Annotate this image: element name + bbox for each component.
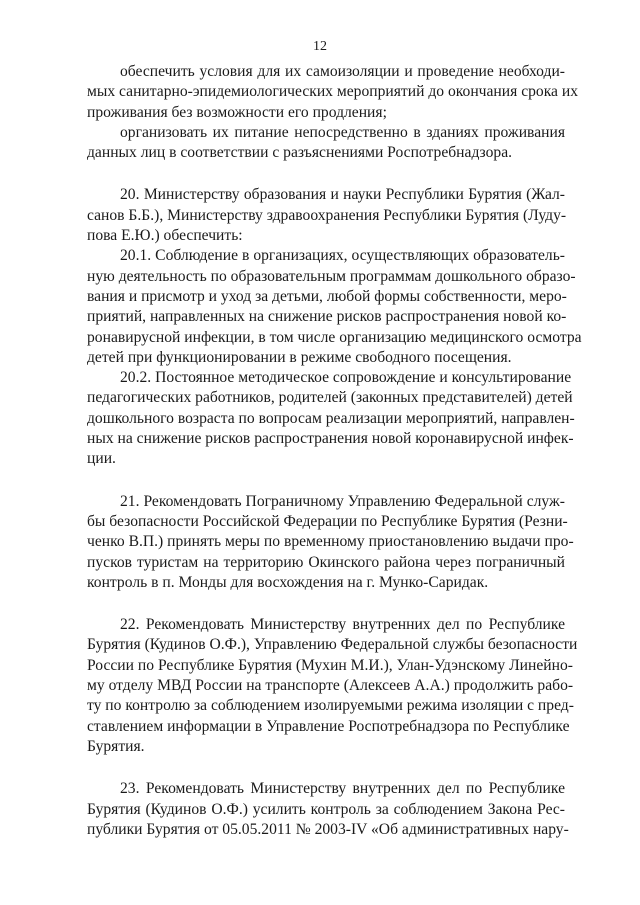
text-line: ронавирусной инфекции, в том числе организацию медицинского осмотра	[87, 328, 582, 346]
text-line: ставлением информации в Управление Роспотребнадзора по Республике	[87, 717, 570, 735]
text-line: мых санитарно-эпидемиологических мероприятий до окончания срока их	[87, 83, 579, 101]
text-line: ту по контролю за соблюдением изолируемыми режима изоляции с пред-	[87, 697, 574, 715]
text-line: Бурятия (Кудинов О.Ф.) усилить контроль за соблюдением Закона Рес-	[87, 800, 565, 818]
text-line: ции.	[87, 450, 116, 468]
text-line: организовать их питание непосредственно в зданиях проживания	[120, 123, 565, 141]
text-line: 20.1. Соблюдение в организациях, осуществляющих образователь-	[120, 247, 565, 265]
text-line: бы безопасности Российской Федерации по Республике Бурятия (Резни-	[87, 512, 568, 530]
text-line: 20. Министерству образования и науки Республики Бурятия (Жал-	[120, 186, 565, 204]
paragraph-gap	[87, 163, 565, 185]
text-line: педагогических работников, родителей (законных представителей) детей	[87, 389, 573, 407]
text-line: контроль в п. Монды для восхождения на г. Мунко-Саридак.	[87, 573, 489, 591]
document-body	[87, 62, 582, 840]
text-line: Бурятия.	[87, 737, 145, 755]
text-line: 22. Рекомендовать Министерству внутренних дел по Республике	[120, 616, 565, 634]
text-line: обеспечить условия для их самоизоляции и проведение необходи-	[120, 63, 565, 80]
page-number: 12	[313, 39, 327, 54]
text-line: публики Бурятия от 05.05.2011 № 2003-IV «Об административных нару-	[87, 820, 569, 838]
text-line: вания и присмотр и уход за детьми, любой формы собственности, меро-	[87, 287, 567, 305]
paragraph-gap	[87, 593, 565, 615]
text-line: России по Республике Бурятия (Мухин М.И.), Улан-Удэнскому Линейно-	[87, 656, 573, 674]
paragraph-gap	[87, 757, 565, 779]
text-line: приятий, направленных на снижение рисков распространения новой ко-	[87, 308, 567, 326]
text-line: Бурятия (Кудинов О.Ф.), Управлению Федеральной службы безопасности	[87, 636, 578, 654]
text-line: данных лиц в соответствии с разъяснениями Роспотребнадзора.	[87, 144, 513, 162]
text-line: детей при функционировании в режиме свободного посещения.	[87, 348, 512, 366]
text-line: ную деятельность по образовательным программам дошкольного образо-	[87, 267, 576, 285]
text-line: 20.2. Постоянное методическое сопровождение и консультирование	[120, 369, 572, 387]
text-line: пова Е.Ю.) обеспечить:	[87, 227, 243, 245]
text-line: дошкольного возраста по вопросам реализации мероприятий, направлен-	[87, 409, 575, 427]
text-line: пусков туристам на территорию Окинского района через пограничный	[87, 553, 565, 571]
text-line: санов Б.Б.), Министерству здравоохранения Республики Бурятия (Луду-	[87, 206, 567, 224]
text-line: 21. Рекомендовать Пограничному Управлению Федеральной служ-	[120, 492, 565, 510]
text-line: проживания без возможности его продления;	[87, 103, 387, 121]
text-line: му отделу МВД России на транспорте (Алексеев А.А.) продолжить рабо-	[87, 677, 574, 695]
paragraph-gap	[87, 470, 565, 492]
text-line: ченко В.П.) принять меры по временному приостановлению выдачи про-	[87, 533, 574, 551]
text-line: 23. Рекомендовать Министерству внутренних дел по Республике	[120, 780, 565, 798]
text-line: ных на снижение рисков распространения новой коронавирусной инфек-	[87, 430, 574, 448]
